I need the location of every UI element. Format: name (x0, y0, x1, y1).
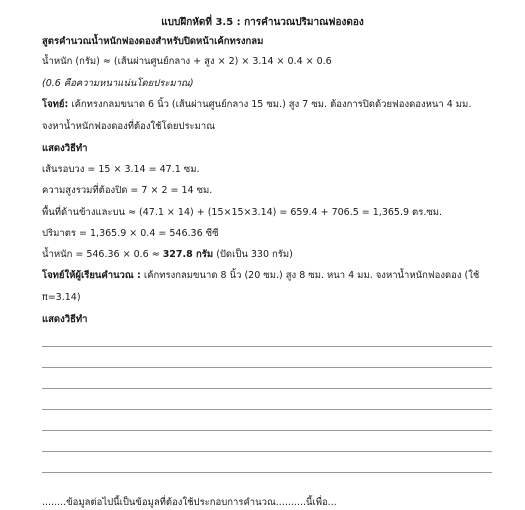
weight-prefix: น้ำหนัก = 546.36 × 0.6 ≈ (42, 249, 163, 260)
problem-label: โจทย์: (42, 99, 69, 110)
cut-off-text: ........ข้อมูลต่อไปนี้เป็นข้อมูลที่ต้องใช้ประกอบการคำนวณ..........นี้เพื่อ... (42, 497, 337, 508)
weight-answer: 327.8 กรัม (162, 249, 214, 260)
student-problem-line-2: π=3.14) (42, 292, 81, 303)
problem-text-1: เค้กทรงกลมขนาด 6 นิ้ว (เส้นผ่านศูนย์กลาง 15 ซม.) สูง 7 ซม. ต้องการปิดด้วยฟองดองหนา 4 มม. (68, 99, 472, 110)
answer-line (42, 388, 492, 389)
student-problem-line-1 (42, 270, 479, 282)
answer-line (42, 472, 492, 473)
formula-note: (0.6 คือความหนาแน่นโดยประมาณ) (42, 78, 194, 89)
step-total-height: ความสูงรวมที่ต้องปิด = 7 × 2 = 14 ซม. (42, 185, 213, 196)
formula-text: น้ำหนัก (กรัม) ≈ (เส้นผ่านศูนย์กลาง + สูง × 2) × 3.14 × 0.4 × 0.6 (42, 56, 332, 67)
problem-line-2: จงหาน้ำหนักฟองดองที่ต้องใช้โดยประมาณ (42, 121, 216, 132)
exercise-title: แบบฝึกหัดที่ 3.5 : การคำนวณปริมาณฟองดอง (161, 17, 364, 28)
student-solution-heading: แสดงวิธีทำ (42, 314, 88, 325)
student-problem-text-1: เค้กทรงกลมขนาด 8 นิ้ว (20 ซม.) สูง 8 ซม. หนา 4 มม. จงหาน้ำหนักฟองดอง (ใช้ (140, 270, 480, 281)
answer-line (42, 451, 492, 452)
step-volume: ปริมาตร = 1,365.9 × 0.4 = 546.36 ซีซี (42, 228, 219, 239)
step-weight (42, 249, 293, 261)
weight-suffix: (ปัดเป็น 330 กรัม) (213, 249, 293, 260)
student-problem-label: โจทย์ให้ผู้เรียนคำนวณ : (42, 270, 141, 281)
answer-line (42, 367, 492, 368)
answer-line (42, 430, 492, 431)
step-area: พื้นที่ด้านข้างและบน ≈ (47.1 × 14) + (15×15×3.14) = 659.4 + 706.5 = 1,365.9 ตร.ซม. (42, 207, 443, 218)
problem-line-1 (42, 99, 471, 111)
step-circumference: เส้นรอบวง = 15 × 3.14 = 47.1 ซม. (42, 164, 200, 175)
answer-line (42, 409, 492, 410)
answer-line (42, 346, 492, 347)
formula-heading: สูตรคำนวณน้ำหนักฟองดองสำหรับปิดหน้าเค้กทรงกลม (42, 36, 264, 47)
solution-heading: แสดงวิธีทำ (42, 143, 88, 154)
